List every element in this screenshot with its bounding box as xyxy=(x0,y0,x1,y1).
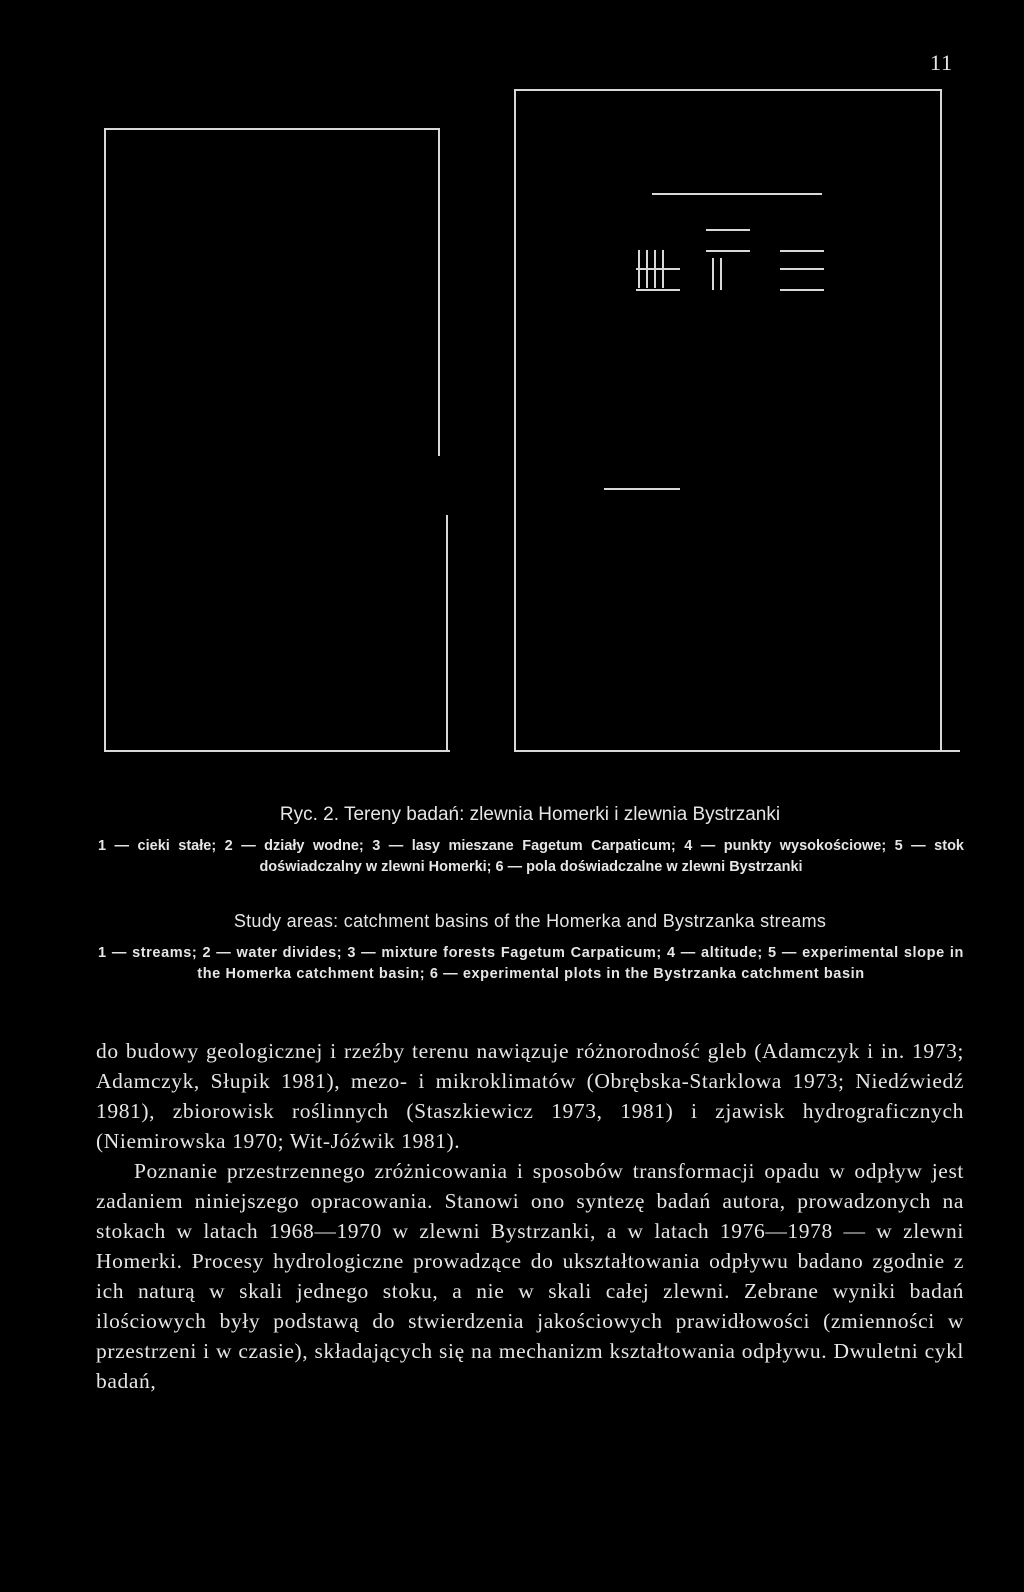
body-paragraph-1: do budowy geologicznej i rzeźby terenu nawiązuje różnorodność gleb (Adamczyk i in. 1973; Adamczyk, Słupik 1981), mezo- i mikroklimatów (Obrębska-Starklowa 1973; Niedźwiedź 1981), zbiorowisk roślinnych (Staszkiewicz 1973, 1981) i zjawisk hydrograficznych (Niemirowska 1970; Wit-Jóźwik 1981). xyxy=(96,1039,964,1153)
page-number: 11 xyxy=(930,50,954,75)
left-map-frame-left xyxy=(104,128,106,752)
figure-maps xyxy=(0,0,1024,780)
figure-caption-polish: Ryc. 2. Tereny badań: zlewnia Homerki i zlewnia Bystrzanki xyxy=(279,804,781,825)
figure-caption-english: Study areas: catchment basins of the Homerka and Bystrzanka streams xyxy=(233,911,827,931)
legend-symbol-line xyxy=(780,250,824,252)
body-text xyxy=(96,1036,964,1396)
left-map-frame-right-lower xyxy=(446,515,448,752)
legend-symbol-line xyxy=(636,289,680,291)
right-map-inner-line xyxy=(604,488,680,490)
figure-legend-english: 1 — streams; 2 — water divides; 3 — mixture forests Fagetum Carpaticum; 4 — altitude; 5 — experimental slope in the Homerka catchment basin; 6 — experimental plots in the Bystrzanka catchment basin xyxy=(98,945,964,982)
legend-symbol-line xyxy=(652,193,822,195)
right-map-frame-top xyxy=(514,89,942,91)
right-map-frame-bottom xyxy=(514,750,960,752)
figure-legend-polish: 1 — cieki stałe; 2 — działy wodne; 3 — lasy mieszane Fagetum Carpaticum; 4 — punkty wysokościowe; 5 — stok doświadczalny w zlewni Homerki; 6 — pola doświadczalne w zlewni Bystrzanki xyxy=(98,838,964,875)
legend-symbol-line xyxy=(636,268,680,270)
left-map-frame-top xyxy=(104,128,440,130)
legend-symbol-line xyxy=(720,258,722,290)
legend-symbol-line xyxy=(712,258,714,290)
legend-symbol-line xyxy=(706,229,750,231)
legend-symbol-line xyxy=(780,268,824,270)
left-map-frame-right-upper xyxy=(438,128,440,456)
right-map-frame-left xyxy=(514,89,516,752)
legend-symbol-line xyxy=(780,289,824,291)
right-map-frame-right xyxy=(940,89,942,752)
left-map-frame-bottom xyxy=(104,750,450,752)
legend-symbol-line xyxy=(706,250,750,252)
body-paragraph-2: Poznanie przestrzennego zróżnicowania i sposobów transformacji opadu w odpływ jest zadaniem niniejszego opracowania. Stanowi ono syntezę badań autora, prowadzonych na stokach w latach 1968—1970 w zlewni Bystrzanki, a w latach 1976—1978 — w zlewni Homerki. Procesy hydrologiczne prowadzące do ukształtowania odpływu badano zgodnie z ich naturą w skali jednego stoku, a nie w skali całej zlewni. Zebrane wyniki badań ilościowych były podstawą do stwierdzenia jakościowych prawidłowości (zmienności w przestrzeni i w czasie), składających się na mechanizm kształtowania odpływu. Dwuletni cykl badań, xyxy=(96,1159,964,1393)
